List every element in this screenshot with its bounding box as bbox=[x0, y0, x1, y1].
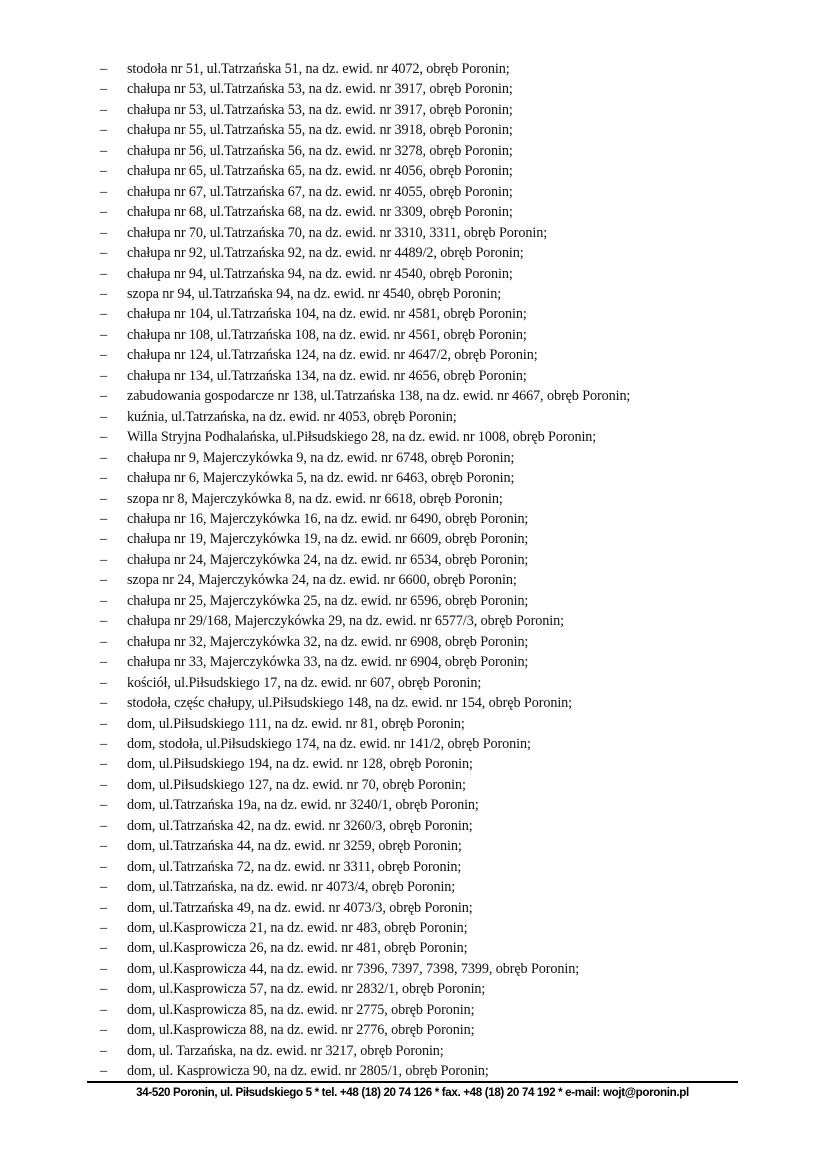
list-item-text: dom, ul.Kasprowicza 85, na dz. ewid. nr 2775, obręb Poronin; bbox=[127, 1001, 475, 1018]
dash-bullet-icon: – bbox=[100, 204, 108, 221]
list-item-text: dom, ul.Tatrzańska 44, na dz. ewid. nr 3259, obręb Poronin; bbox=[127, 838, 462, 855]
dash-bullet-icon: – bbox=[100, 183, 108, 200]
dash-bullet-icon: – bbox=[100, 797, 108, 814]
list-item bbox=[100, 284, 760, 304]
dash-bullet-icon: – bbox=[100, 122, 108, 139]
footer-contact: 34-520 Poronin, ul. Piłsudskiego 5 * tel. +48 (18) 20 74 126 * fax. +48 (18) 20 74 192 * e-mail: wojt@poronin.pl bbox=[136, 1086, 689, 1099]
dash-bullet-icon: – bbox=[100, 81, 108, 98]
list-item-text: dom, ul.Kasprowicza 21, na dz. ewid. nr 483, obręb Poronin; bbox=[127, 920, 468, 937]
dash-bullet-icon: – bbox=[100, 920, 108, 937]
dash-bullet-icon: – bbox=[100, 695, 108, 712]
list-item-text: stodoła nr 51, ul.Tatrzańska 51, na dz. ewid. nr 4072, obręb Poronin; bbox=[127, 61, 510, 77]
dash-bullet-icon: – bbox=[100, 408, 108, 425]
list-item-text: chałupa nr 19, Majerczykówka 19, na dz. ewid. nr 6609, obręb Poronin; bbox=[127, 531, 529, 548]
dash-bullet-icon: – bbox=[100, 326, 108, 343]
list-item bbox=[100, 509, 760, 529]
list-item-text: chałupa nr 67, ul.Tatrzańska 67, na dz. ewid. nr 4055, obręb Poronin; bbox=[127, 183, 513, 200]
dash-bullet-icon: – bbox=[100, 858, 108, 875]
monument-list bbox=[100, 59, 760, 1082]
list-item bbox=[100, 959, 760, 979]
dash-bullet-icon: – bbox=[100, 572, 108, 589]
list-item bbox=[100, 836, 760, 856]
list-item bbox=[100, 1020, 760, 1040]
list-item-text: chałupa nr 108, ul.Tatrzańska 108, na dz. ewid. nr 4561, obręb Poronin; bbox=[127, 326, 527, 343]
list-item bbox=[100, 795, 760, 815]
list-item bbox=[100, 775, 760, 795]
list-item bbox=[100, 182, 760, 202]
dash-bullet-icon: – bbox=[100, 285, 108, 302]
dash-bullet-icon: – bbox=[100, 101, 108, 118]
list-item-text: chałupa nr 68, ul.Tatrzańska 68, na dz. ewid. nr 3309, obręb Poronin; bbox=[127, 204, 513, 221]
list-item bbox=[100, 161, 760, 181]
list-item bbox=[100, 938, 760, 958]
list-item bbox=[100, 611, 760, 631]
list-item bbox=[100, 304, 760, 324]
dash-bullet-icon: – bbox=[100, 1042, 108, 1059]
list-item-text: chałupa nr 134, ul.Tatrzańska 134, na dz. ewid. nr 4656, obręb Poronin; bbox=[127, 367, 527, 384]
list-item-text: dom, ul.Kasprowicza 44, na dz. ewid. nr 7396, 7397, 7398, 7399, obręb Poronin; bbox=[127, 960, 580, 977]
dash-bullet-icon: – bbox=[100, 265, 108, 282]
list-item-text: dom, ul.Piłsudskiego 194, na dz. ewid. nr 128, obręb Poronin; bbox=[127, 756, 473, 773]
list-item-text: chałupa nr 9, Majerczykówka 9, na dz. ewid. nr 6748, obręb Poronin; bbox=[127, 449, 515, 466]
list-item bbox=[100, 1000, 760, 1020]
list-item-text: dom, ul.Tatrzańska 72, na dz. ewid. nr 3311, obręb Poronin; bbox=[127, 858, 462, 875]
list-item bbox=[100, 898, 760, 918]
list-item bbox=[100, 345, 760, 365]
list-item bbox=[100, 120, 760, 140]
list-item bbox=[100, 386, 760, 406]
list-item bbox=[100, 325, 760, 345]
list-item-text: chałupa nr 92, ul.Tatrzańska 92, na dz. ewid. nr 4489/2, obręb Poronin; bbox=[127, 245, 524, 262]
list-item bbox=[100, 264, 760, 284]
list-item-text: stodoła, częśc chałupy, ul.Piłsudskiego 148, na dz. ewid. nr 154, obręb Poronin; bbox=[127, 695, 573, 712]
list-item bbox=[100, 407, 760, 427]
list-item-text: chałupa nr 32, Majerczykówka 32, na dz. ewid. nr 6908, obręb Poronin; bbox=[127, 633, 529, 650]
list-item-text: szopa nr 8, Majerczykówka 8, na dz. ewid. nr 6618, obręb Poronin; bbox=[127, 490, 503, 507]
dash-bullet-icon: – bbox=[100, 61, 108, 77]
list-item bbox=[100, 734, 760, 754]
list-item bbox=[100, 141, 760, 161]
list-item bbox=[100, 202, 760, 222]
dash-bullet-icon: – bbox=[100, 838, 108, 855]
list-item-text: dom, ul. Tarzańska, na dz. ewid. nr 3217, obręb Poronin; bbox=[127, 1042, 444, 1059]
list-item bbox=[100, 754, 760, 774]
list-item-text: szopa nr 24, Majerczykówka 24, na dz. ewid. nr 6600, obręb Poronin; bbox=[127, 572, 517, 589]
dash-bullet-icon: – bbox=[100, 899, 108, 916]
footer-divider bbox=[87, 1081, 738, 1083]
list-item-text: chałupa nr 70, ul.Tatrzańska 70, na dz. ewid. nr 3310, 3311, obręb Poronin; bbox=[127, 224, 548, 241]
dash-bullet-icon: – bbox=[100, 735, 108, 752]
list-item bbox=[100, 223, 760, 243]
list-item bbox=[100, 489, 760, 509]
list-item-text: chałupa nr 24, Majerczykówka 24, na dz. ewid. nr 6534, obręb Poronin; bbox=[127, 551, 529, 568]
dash-bullet-icon: – bbox=[100, 347, 108, 364]
list-item-text: chałupa nr 65, ul.Tatrzańska 65, na dz. ewid. nr 4056, obręb Poronin; bbox=[127, 163, 513, 180]
list-item bbox=[100, 591, 760, 611]
list-item-text: chałupa nr 56, ul.Tatrzańska 56, na dz. ewid. nr 3278, obręb Poronin; bbox=[127, 142, 513, 159]
list-item-text: chałupa nr 104, ul.Tatrzańska 104, na dz. ewid. nr 4581, obręb Poronin; bbox=[127, 306, 527, 323]
list-item bbox=[100, 632, 760, 652]
list-item bbox=[100, 59, 760, 79]
list-item-text: kuźnia, ul.Tatrzańska, na dz. ewid. nr 4053, obręb Poronin; bbox=[127, 408, 457, 425]
list-item bbox=[100, 79, 760, 99]
list-item bbox=[100, 100, 760, 120]
list-item bbox=[100, 1041, 760, 1061]
dash-bullet-icon: – bbox=[100, 551, 108, 568]
list-item-text: chałupa nr 53, ul.Tatrzańska 53, na dz. ewid. nr 3917, obręb Poronin; bbox=[127, 101, 513, 118]
list-item-text: chałupa nr 94, ul.Tatrzańska 94, na dz. ewid. nr 4540, obręb Poronin; bbox=[127, 265, 513, 282]
list-item-text: Willa Stryjna Podhalańska, ul.Piłsudskiego 28, na dz. ewid. nr 1008, obręb Poronin; bbox=[127, 429, 597, 446]
dash-bullet-icon: – bbox=[100, 756, 108, 773]
list-item bbox=[100, 550, 760, 570]
list-item-text: dom, ul.Kasprowicza 88, na dz. ewid. nr 2776, obręb Poronin; bbox=[127, 1022, 475, 1039]
dash-bullet-icon: – bbox=[100, 674, 108, 691]
list-item-text: dom, ul.Piłsudskiego 127, na dz. ewid. nr 70, obręb Poronin; bbox=[127, 776, 466, 793]
list-item bbox=[100, 652, 760, 672]
list-item bbox=[100, 693, 760, 713]
dash-bullet-icon: – bbox=[100, 429, 108, 446]
dash-bullet-icon: – bbox=[100, 163, 108, 180]
dash-bullet-icon: – bbox=[100, 306, 108, 323]
dash-bullet-icon: – bbox=[100, 613, 108, 630]
list-item-text: zabudowania gospodarcze nr 138, ul.Tatrzańska 138, na dz. ewid. nr 4667, obręb Poronin; bbox=[127, 388, 631, 405]
dash-bullet-icon: – bbox=[100, 531, 108, 548]
list-item bbox=[100, 673, 760, 693]
list-item-text: dom, stodoła, ul.Piłsudskiego 174, na dz. ewid. nr 141/2, obręb Poronin; bbox=[127, 735, 531, 752]
dash-bullet-icon: – bbox=[100, 592, 108, 609]
dash-bullet-icon: – bbox=[100, 367, 108, 384]
list-item-text: chałupa nr 53, ul.Tatrzańska 53, na dz. ewid. nr 3917, obręb Poronin; bbox=[127, 81, 513, 98]
list-item-text: dom, ul.Tatrzańska 42, na dz. ewid. nr 3260/3, obręb Poronin; bbox=[127, 817, 473, 834]
list-item-text: chałupa nr 124, ul.Tatrzańska 124, na dz. ewid. nr 4647/2, obręb Poronin; bbox=[127, 347, 538, 364]
dash-bullet-icon: – bbox=[100, 981, 108, 998]
dash-bullet-icon: – bbox=[100, 1001, 108, 1018]
list-item-text: dom, ul.Piłsudskiego 111, na dz. ewid. nr 81, obręb Poronin; bbox=[127, 715, 465, 732]
dash-bullet-icon: – bbox=[100, 510, 108, 527]
list-item bbox=[100, 979, 760, 999]
list-item bbox=[100, 918, 760, 938]
list-item-text: dom, ul.Tatrzańska, na dz. ewid. nr 4073/4, obręb Poronin; bbox=[127, 879, 456, 896]
dash-bullet-icon: – bbox=[100, 879, 108, 896]
list-item-text: dom, ul. Kasprowicza 90, na dz. ewid. nr 2805/1, obręb Poronin; bbox=[127, 1063, 489, 1080]
list-item-text: chałupa nr 29/168, Majerczykówka 29, na dz. ewid. nr 6577/3, obręb Poronin; bbox=[127, 613, 564, 630]
list-item bbox=[100, 816, 760, 836]
list-item bbox=[100, 427, 760, 447]
list-item-text: dom, ul.Kasprowicza 26, na dz. ewid. nr 481, obręb Poronin; bbox=[127, 940, 468, 957]
list-item bbox=[100, 529, 760, 549]
dash-bullet-icon: – bbox=[100, 654, 108, 671]
dash-bullet-icon: – bbox=[100, 715, 108, 732]
dash-bullet-icon: – bbox=[100, 817, 108, 834]
list-item bbox=[100, 877, 760, 897]
dash-bullet-icon: – bbox=[100, 449, 108, 466]
dash-bullet-icon: – bbox=[100, 940, 108, 957]
list-item bbox=[100, 857, 760, 877]
dash-bullet-icon: – bbox=[100, 1063, 108, 1080]
list-item-text: dom, ul.Tatrzańska 19a, na dz. ewid. nr 3240/1, obręb Poronin; bbox=[127, 797, 479, 814]
list-item bbox=[100, 366, 760, 386]
list-item-text: chałupa nr 16, Majerczykówka 16, na dz. ewid. nr 6490, obręb Poronin; bbox=[127, 510, 529, 527]
dash-bullet-icon: – bbox=[100, 245, 108, 262]
list-item bbox=[100, 448, 760, 468]
list-item-text: chałupa nr 25, Majerczykówka 25, na dz. ewid. nr 6596, obręb Poronin; bbox=[127, 592, 529, 609]
list-item-text: dom, ul.Kasprowicza 57, na dz. ewid. nr 2832/1, obręb Poronin; bbox=[127, 981, 486, 998]
list-item-text: chałupa nr 55, ul.Tatrzańska 55, na dz. ewid. nr 3918, obręb Poronin; bbox=[127, 122, 513, 139]
dash-bullet-icon: – bbox=[100, 142, 108, 159]
dash-bullet-icon: – bbox=[100, 388, 108, 405]
list-item bbox=[100, 714, 760, 734]
list-item-text: chałupa nr 33, Majerczykówka 33, na dz. ewid. nr 6904, obręb Poronin; bbox=[127, 654, 529, 671]
list-item bbox=[100, 243, 760, 263]
list-item bbox=[100, 1061, 760, 1081]
dash-bullet-icon: – bbox=[100, 490, 108, 507]
dash-bullet-icon: – bbox=[100, 470, 108, 487]
list-item-text: dom, ul.Tatrzańska 49, na dz. ewid. nr 4073/3, obręb Poronin; bbox=[127, 899, 473, 916]
dash-bullet-icon: – bbox=[100, 776, 108, 793]
dash-bullet-icon: – bbox=[100, 960, 108, 977]
list-item-text: chałupa nr 6, Majerczykówka 5, na dz. ewid. nr 6463, obręb Poronin; bbox=[127, 470, 515, 487]
dash-bullet-icon: – bbox=[100, 1022, 108, 1039]
dash-bullet-icon: – bbox=[100, 224, 108, 241]
list-item-text: kościół, ul.Piłsudskiego 17, na dz. ewid. nr 607, obręb Poronin; bbox=[127, 674, 482, 691]
dash-bullet-icon: – bbox=[100, 633, 108, 650]
list-item bbox=[100, 468, 760, 488]
list-item-text: szopa nr 94, ul.Tatrzańska 94, na dz. ewid. nr 4540, obręb Poronin; bbox=[127, 285, 502, 302]
list-item bbox=[100, 570, 760, 590]
